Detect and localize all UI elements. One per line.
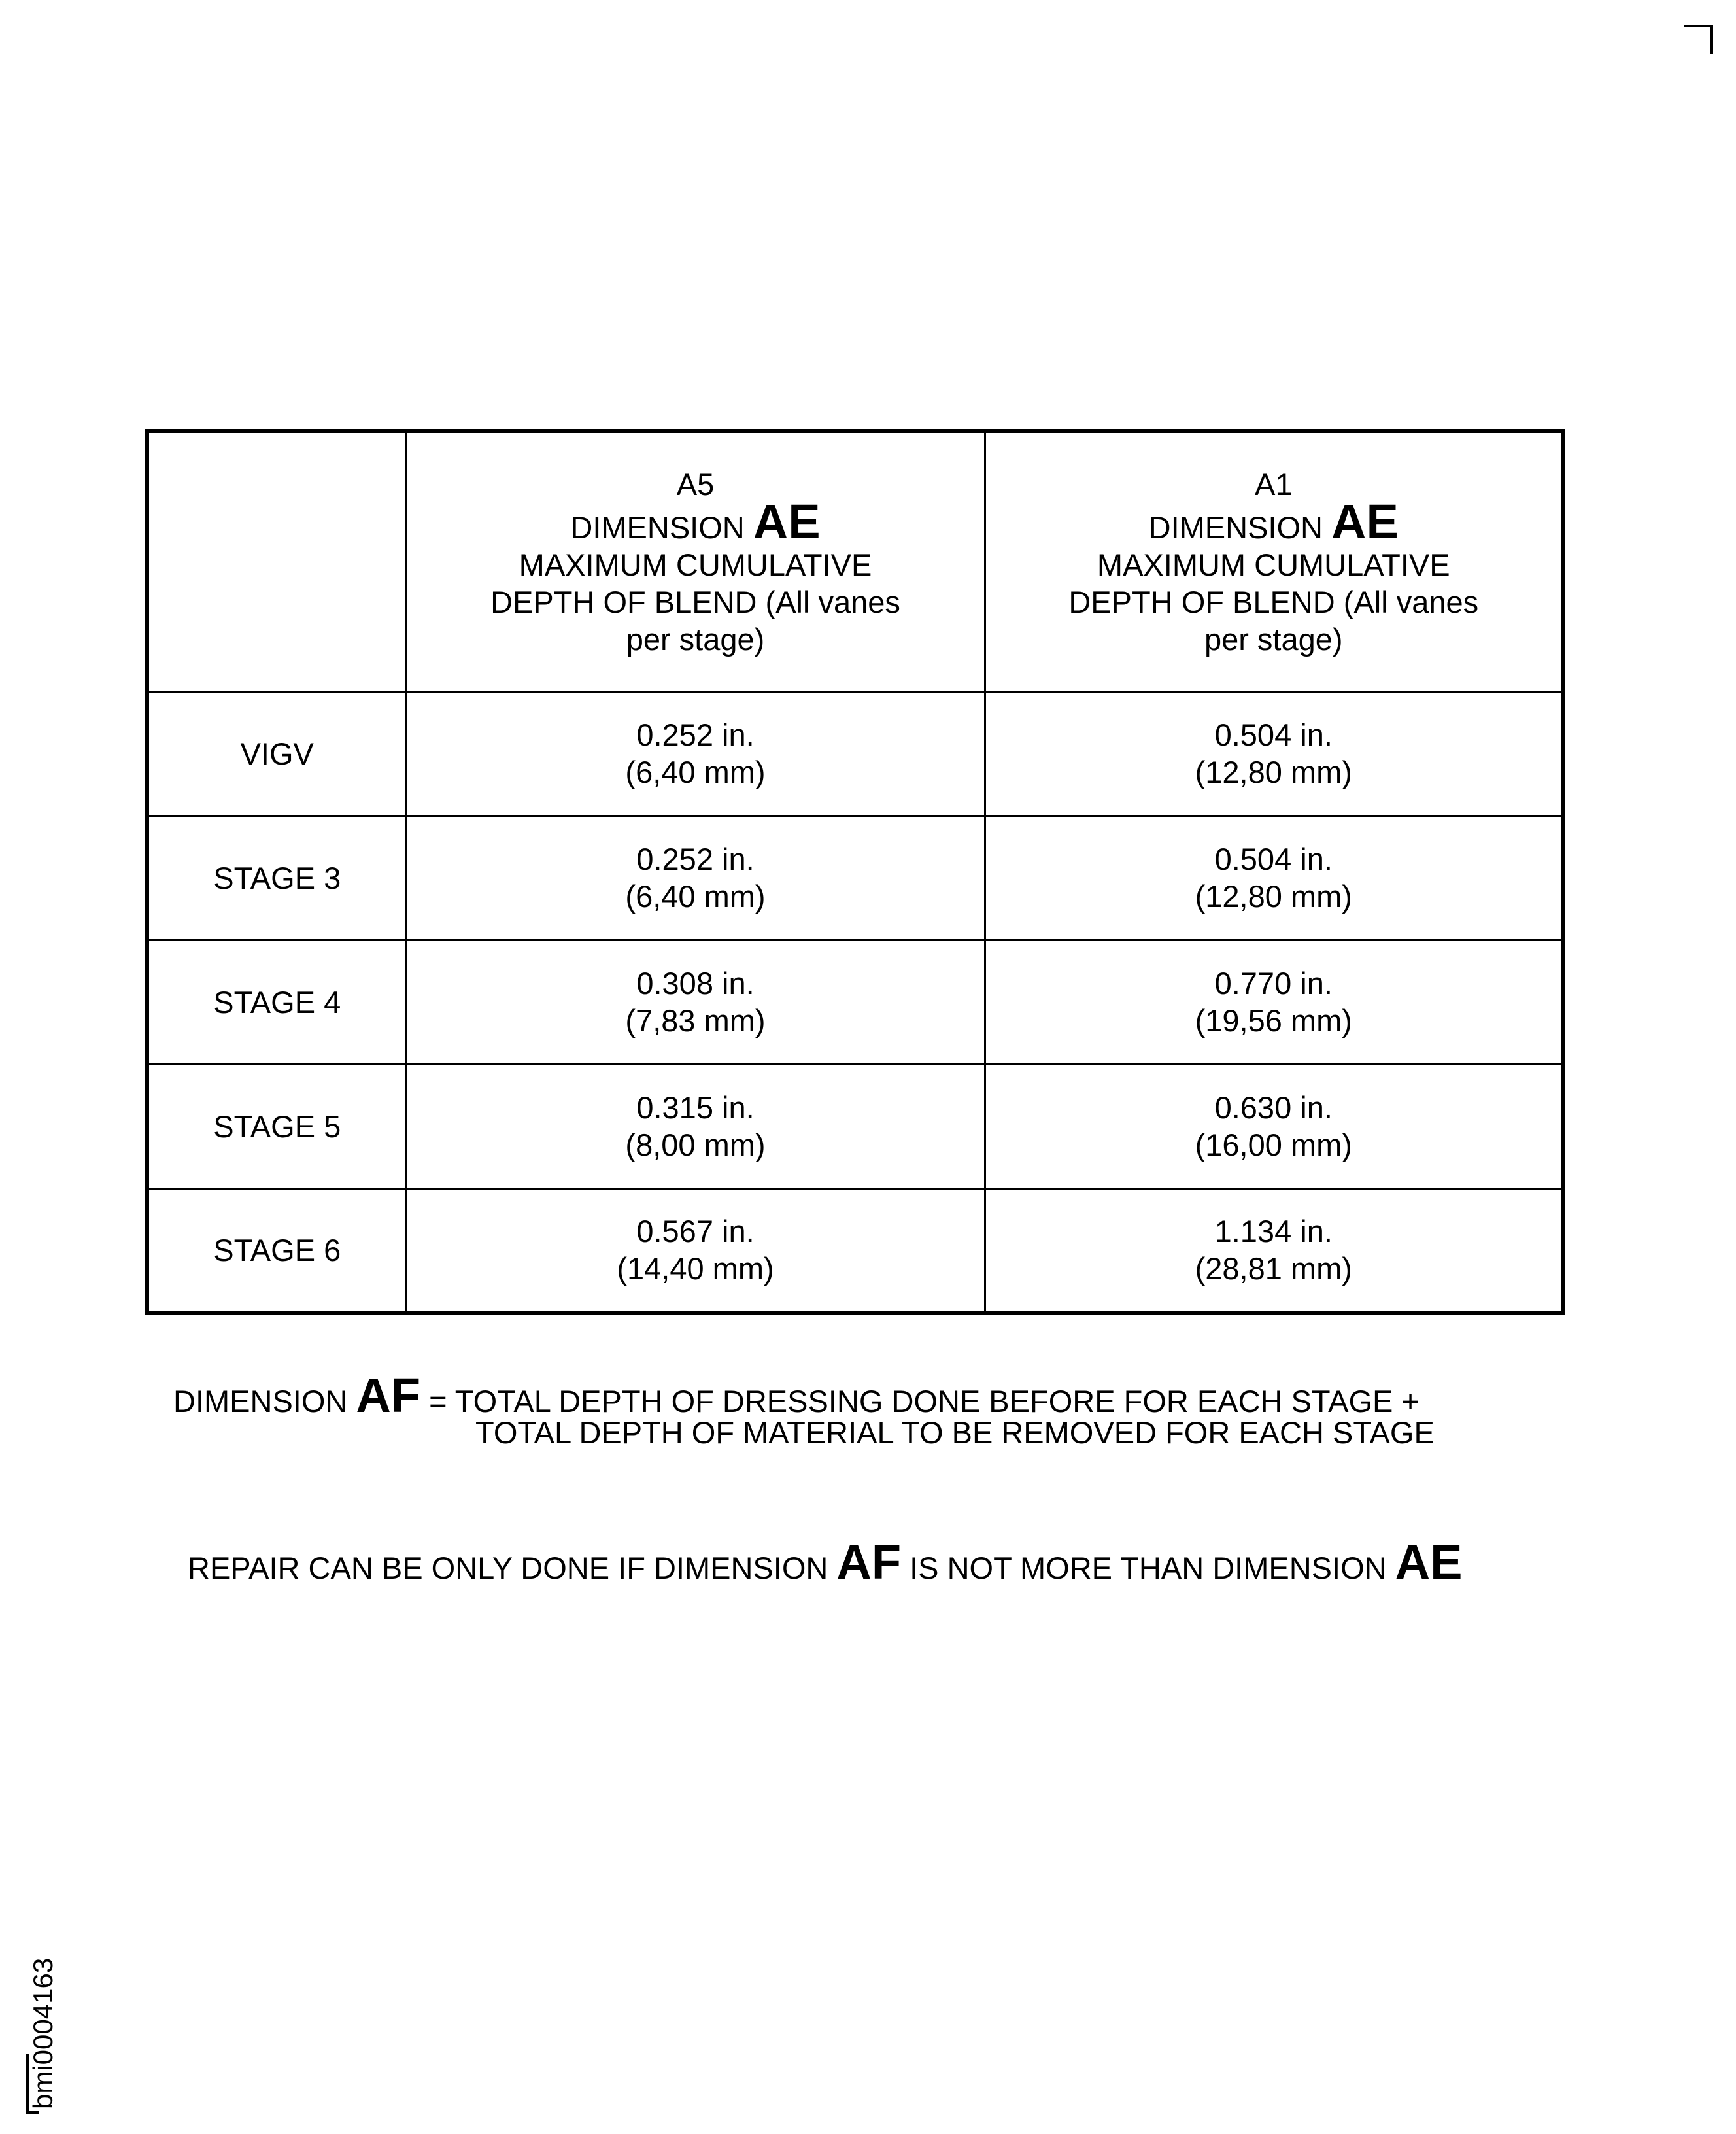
table-header-row	[147, 431, 1563, 691]
header-a1	[985, 431, 1563, 691]
a5-value-cell	[406, 940, 985, 1064]
row-label: VIGV	[147, 691, 406, 816]
a5-value-cell	[406, 1188, 985, 1313]
a5-value-in: 0.315 in.	[636, 1090, 755, 1125]
header-code: A1	[1255, 466, 1293, 502]
repair-condition-note	[188, 1535, 1463, 1589]
header-line5: per stage)	[626, 621, 765, 657]
a5-value-cell	[406, 816, 985, 940]
a5-value-mm: (8,00 mm)	[625, 1127, 766, 1162]
a1-value-mm: (12,80 mm)	[1195, 755, 1352, 789]
a5-value-in: 0.252 in.	[636, 717, 755, 752]
header-a5	[406, 431, 985, 691]
row-label: STAGE 5	[147, 1064, 406, 1188]
header-line4: DEPTH OF BLEND (All vanes	[1068, 584, 1479, 619]
dimension-af-note	[173, 1368, 1435, 1450]
repair-text1: REPAIR CAN BE ONLY DONE IF DIMENSION	[188, 1551, 828, 1585]
a1-value-mm: (16,00 mm)	[1195, 1127, 1352, 1162]
af-note-line1: = TOTAL DEPTH OF DRESSING DONE BEFORE FOR EACH STAGE +	[429, 1384, 1420, 1419]
a5-value-mm: (14,40 mm)	[617, 1251, 774, 1286]
a5-value-in: 0.308 in.	[636, 966, 755, 1001]
af-note-letter: AF	[356, 1368, 421, 1422]
figure-id: bmi0004163	[27, 1957, 58, 2109]
a1-value-cell	[985, 1188, 1563, 1313]
repair-text2: IS NOT MORE THAN DIMENSION	[910, 1551, 1387, 1585]
a1-value-in: 0.770 in.	[1214, 966, 1333, 1001]
header-empty-cell	[147, 431, 406, 691]
a1-value-in: 0.504 in.	[1214, 842, 1333, 876]
af-note-label: DIMENSION	[173, 1384, 348, 1419]
header-line4: DEPTH OF BLEND (All vanes	[490, 584, 900, 619]
repair-letter1: AF	[836, 1535, 902, 1589]
af-note-line2: TOTAL DEPTH OF MATERIAL TO BE REMOVED FOR EACH STAGE	[475, 1415, 1435, 1450]
header-dim-label: DIMENSION	[1148, 509, 1323, 545]
a1-value-cell	[985, 691, 1563, 816]
a5-value-cell	[406, 1064, 985, 1188]
a5-value-mm: (6,40 mm)	[625, 879, 766, 914]
repair-letter2: AE	[1395, 1535, 1463, 1589]
header-line5: per stage)	[1204, 621, 1343, 657]
table-row	[147, 1064, 1563, 1188]
header-line3: MAXIMUM CUMULATIVE	[1097, 547, 1450, 582]
a1-value-in: 1.134 in.	[1214, 1214, 1333, 1249]
a1-value-mm: (19,56 mm)	[1195, 1003, 1352, 1038]
table-row	[147, 940, 1563, 1064]
corner-crop-mark	[1684, 25, 1713, 54]
row-label: STAGE 4	[147, 940, 406, 1064]
a5-value-mm: (6,40 mm)	[625, 755, 766, 789]
header-dim-label: DIMENSION	[570, 509, 745, 545]
table-row	[147, 816, 1563, 940]
a1-value-cell	[985, 816, 1563, 940]
header-dim-letter: AE	[753, 494, 821, 549]
a1-value-mm: (12,80 mm)	[1195, 879, 1352, 914]
a1-value-in: 0.504 in.	[1214, 717, 1333, 752]
a1-value-cell	[985, 1064, 1563, 1188]
blend-depth-table	[145, 429, 1565, 1315]
table-row	[147, 1188, 1563, 1313]
row-label: STAGE 3	[147, 816, 406, 940]
header-line3: MAXIMUM CUMULATIVE	[519, 547, 872, 582]
a5-value-cell	[406, 691, 985, 816]
a5-value-mm: (7,83 mm)	[625, 1003, 766, 1038]
a5-value-in: 0.252 in.	[636, 842, 755, 876]
row-label: STAGE 6	[147, 1188, 406, 1313]
header-dimension	[986, 494, 1562, 549]
header-dimension	[407, 494, 984, 549]
a1-value-cell	[985, 940, 1563, 1064]
a1-value-in: 0.630 in.	[1214, 1090, 1333, 1125]
header-code: A5	[676, 466, 715, 502]
a1-value-mm: (28,81 mm)	[1195, 1251, 1352, 1286]
a5-value-in: 0.567 in.	[636, 1214, 755, 1249]
header-dim-letter: AE	[1331, 494, 1399, 549]
table-row	[147, 691, 1563, 816]
